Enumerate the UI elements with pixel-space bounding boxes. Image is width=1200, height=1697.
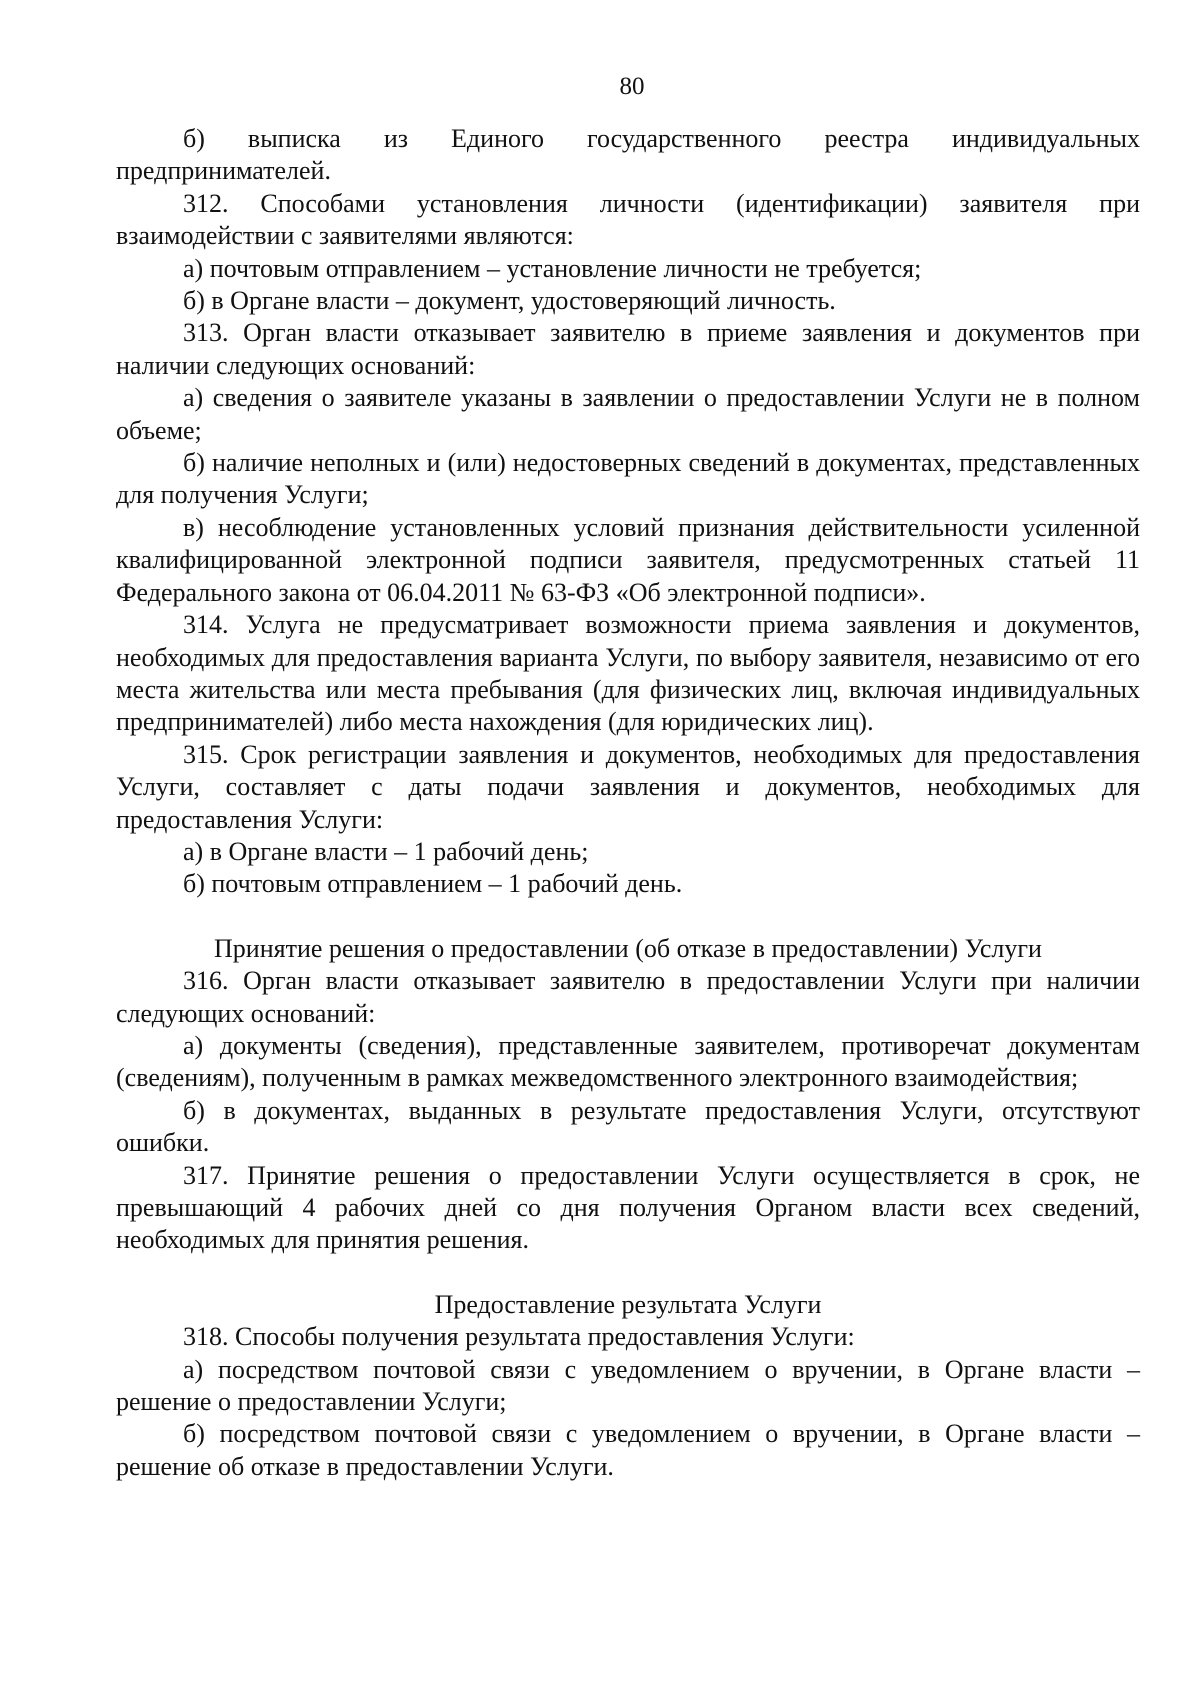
paragraph-315b: б) почтовым отправлением – 1 рабочий день.	[183, 869, 683, 899]
section-heading-decision: Принятие решения о предоставлении (об отказе в предоставлении) Услуги	[214, 933, 1042, 963]
section-gap	[116, 901, 1140, 933]
paragraph-313c: в) несоблюдение установленных условий признания действительности усиленной квалифицированной электронной подписи заявителя, предусмотренных статьей 11 Федерального закона от 06.04.2011 № 63-ФЗ «Об электронной подписи».	[116, 512, 1140, 607]
page-number: 80	[619, 73, 645, 100]
paragraph-318b: б) посредством почтовой связи с уведомлением о вручении, в Органе власти – решение об отказе в предоставлении Услуги.	[116, 1419, 1140, 1481]
paragraph-313a: а) сведения о заявителе указаны в заявлении о предоставлении Услуги не в полном объеме;	[116, 383, 1140, 445]
paragraph-316: 316. Орган власти отказывает заявителю в предоставлении Услуги при наличии следующих оснований:	[116, 966, 1140, 1028]
paragraph-318: 318. Способы получения результата предоставления Услуги:	[183, 1322, 855, 1352]
paragraph-312: 312. Способами установления личности (идентификации) заявителя при взаимодействии с заявителями являются:	[116, 188, 1140, 251]
paragraph-315: 315. Срок регистрации заявления и документов, необходимых для предоставления Услуги, составляет с даты подачи заявления и документов, необходимых для предоставления Услуги:	[116, 739, 1140, 834]
section-gap	[116, 1257, 1140, 1289]
paragraph-318a: а) посредством почтовой связи с уведомлением о вручении, в Органе власти – решение о предоставлении Услуги;	[116, 1354, 1140, 1417]
paragraph-315a: а) в Органе власти – 1 рабочий день;	[183, 836, 589, 866]
paragraph-313b: б) наличие неполных и (или) недостоверных сведений в документах, представленных для получения Услуги;	[116, 448, 1140, 510]
paragraph-316a: а) документы (сведения), представленные заявителем, противоречат документам (сведениям), полученным в рамках межведомственного электронного взаимодействия;	[116, 1030, 1140, 1093]
paragraph-313: 313. Орган власти отказывает заявителю в приеме заявления и документов при наличии следующих оснований:	[116, 318, 1140, 380]
paragraph-317: 317. Принятие решения о предоставлении Услуги осуществляется в срок, не превышающий 4 рабочих дней со дня получения Органом власти всех сведений, необходимых для принятия решения.	[116, 1160, 1140, 1255]
paragraph-316b: б) в документах, выданных в результате предоставления Услуги, отсутствуют ошибки.	[116, 1095, 1140, 1158]
paragraph-312a: а) почтовым отправлением – установление личности не требуется;	[183, 253, 922, 283]
section-heading-result: Предоставление результата Услуги	[434, 1289, 822, 1319]
paragraph-314: 314. Услуга не предусматривает возможности приема заявления и документов, необходимых для предоставления варианта Услуги, по выбору заявителя, независимо от его места жительства или места пребывания (для физических лиц, включая индивидуальных предпринимателей) либо места нахождения (для юридических лиц).	[116, 610, 1140, 737]
document-body	[116, 123, 1140, 1483]
paragraph-312b: б) в Органе власти – документ, удостоверяющий личность.	[183, 286, 836, 316]
paragraph-311b: б) выписка из Единого государственного реестра индивидуальных предпринимателей.	[116, 124, 1140, 186]
